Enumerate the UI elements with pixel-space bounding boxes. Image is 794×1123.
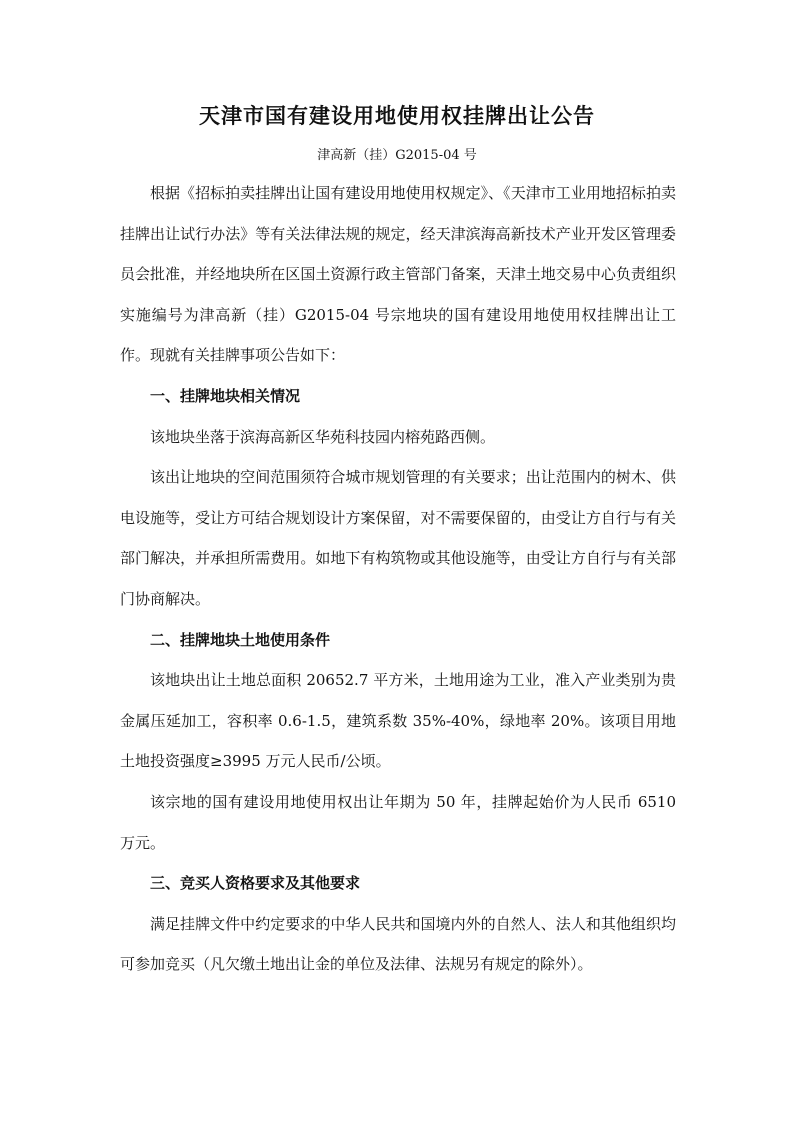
document-number: 津高新（挂）G2015-04 号 bbox=[317, 148, 477, 163]
section-1-paragraph-2: 该出让地块的空间范围须符合城市规划管理的有关要求；出让范围内的树木、供电设施等，受让方可结合规划设计方案保留，对不需要保留的，由受让方自行与有关部门解决，并承担所需费用。如地下有构筑物或其他设施等，由受让方自行与有关部门协商解决。 bbox=[120, 468, 676, 608]
section-1-paragraph-1: 该地块坐落于滨海高新区华苑科技园内榕苑路西侧。 bbox=[150, 427, 496, 446]
section-heading-2: 二、挂牌地块土地使用条件 bbox=[150, 630, 331, 649]
section-heading-1: 一、挂牌地块相关情况 bbox=[150, 386, 301, 405]
section-2-paragraph-2: 该宗地的国有建设用地使用权出让年期为 50 年，挂牌起始价为人民币 6510 万元。 bbox=[120, 792, 676, 852]
section-heading-3: 三、竞买人资格要求及其他要求 bbox=[150, 874, 361, 893]
section-2-paragraph-1: 该地块出让土地总面积 20652.7 平方米，土地用途为工业，准入产业类别为贵金属压延加工，容积率 0.6-1.5，建筑系数 35%-40%，绿地率 20%。该项目用地土地投资强度≥3995 万元人民币/公顷。 bbox=[120, 671, 676, 771]
document-title: 天津市国有建设用地使用权挂牌出让公告 bbox=[199, 103, 595, 128]
section-3-paragraph-1: 满足挂牌文件中约定要求的中华人民共和国境内外的自然人、法人和其他组织均可参加竞买（凡欠缴土地出让金的单位及法律、法规另有规定的除外）。 bbox=[120, 914, 676, 974]
document-body bbox=[120, 173, 676, 985]
intro-paragraph: 根据《招标拍卖挂牌出让国有建设用地使用权规定》、《天津市工业用地招标拍卖挂牌出让试行办法》等有关法律法规的规定，经天津滨海高新技术产业开发区管理委员会批准，并经地块所在区国土资源行政主管部门备案，天津土地交易中心负责组织实施编号为津高新（挂）G2015-04 号宗地块的国有建设用地使用权挂牌出让工作。现就有关挂牌事项公告如下： bbox=[120, 184, 676, 365]
